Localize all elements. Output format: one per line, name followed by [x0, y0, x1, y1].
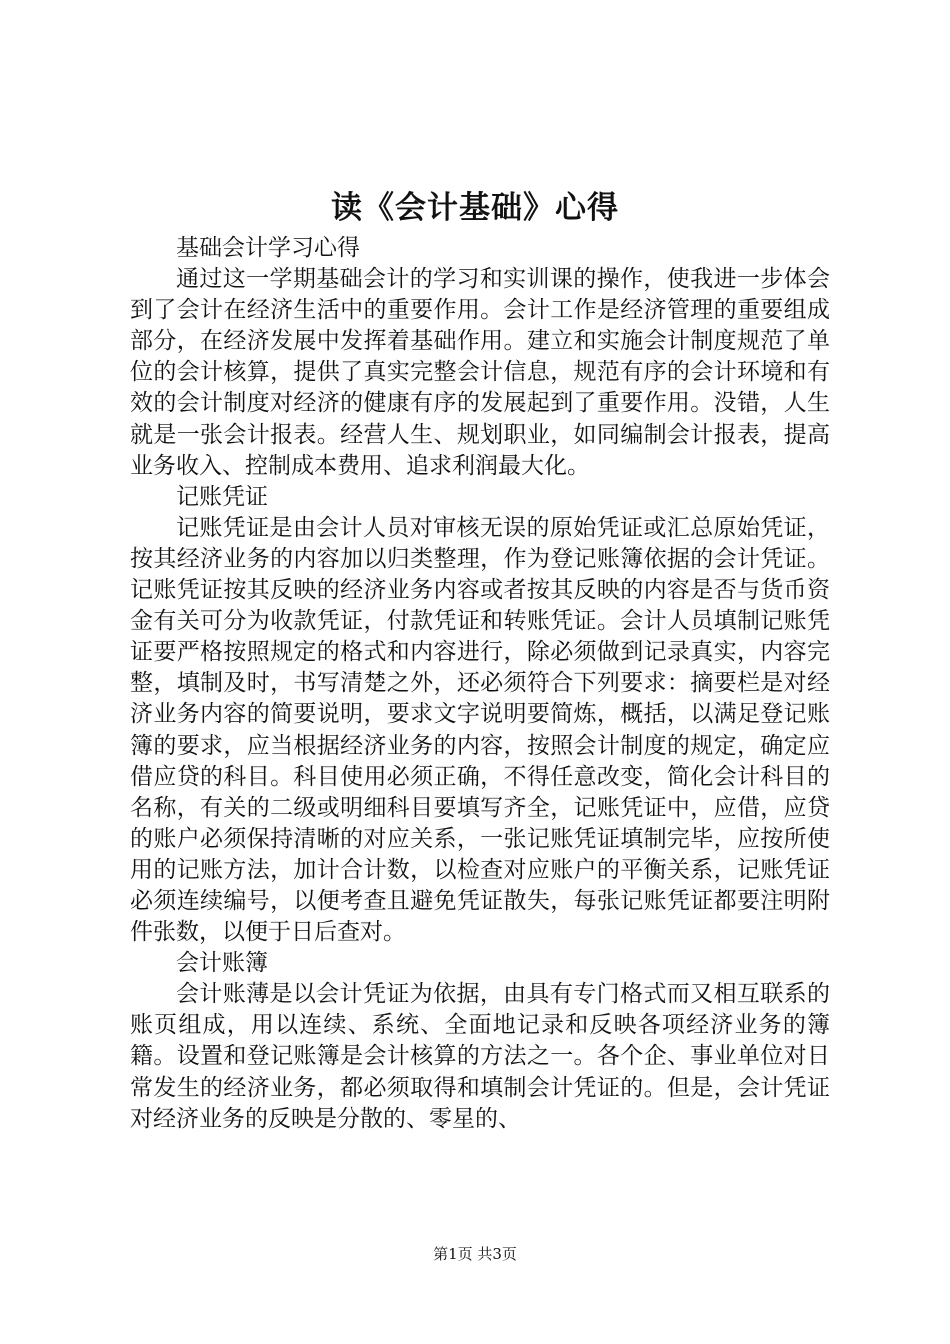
section-heading-voucher: 记账凭证: [176, 483, 268, 510]
document-title: 读《会计基础》心得: [331, 190, 619, 226]
page-footer: [0, 1244, 950, 1264]
section-paragraph-basic-accounting: 通过这一学期基础会计的学习和实训课的操作，使我进一步体会到了会计在经济生活中的重要作用。会计工作是经济管理的重要组成部分，在经济发展中发挥着基础作用。建立和实施会计制度规范了单位的会计核算，提供了真实完整会计信息，规范有序的会计环境和有效的会计制度对经济的健康有序的发展起到了重要作用。没错，人生就是一张会计报表。经营人生、规划职业，如同编制会计报表，提高业务收入、控制成本费用、追求利润最大化。: [130, 266, 830, 479]
section-paragraph-voucher: 记账凭证是由会计人员对审核无误的原始凭证或汇总原始凭证，按其经济业务的内容加以归类整理，作为登记账簿依据的会计凭证。记账凭证按其反映的经济业务内容或者按其反映的内容是否与货币资金有关可分为收款凭证，付款凭证和转账凭证。会计人员填制记账凭证要严格按照规定的格式和内容进行，除必须做到记录真实，内容完整，填制及时，书写清楚之外，还必须符合下列要求：摘要栏是对经济业务内容的简要说明，要求文字说明要简炼，概括，以满足登记账簿的要求，应当根据经济业务的内容，按照会计制度的规定，确定应借应贷的科目。科目使用必须正确，不得任意改变，简化会计科目的名称，有关的二级或明细科目要填写齐全，记账凭证中，应借，应贷的账户必须保持清晰的对应关系，一张记账凭证填制完毕，应按所使用的记账方法，加计合计数，以检查对应账户的平衡关系，记账凭证必须连续编号，以便考查且避免凭证散失，每张记账凭证都要注明附件张数，以便于日后查对。: [130, 514, 830, 946]
document-body: [130, 233, 830, 1135]
section-paragraph-ledger: 会计账薄是以会计凭证为依据，由具有专门格式而又相互联系的账页组成，用以连续、系统、全面地记录和反映各项经济业务的簿籍。设置和登记账簿是会计核算的方法之一。各个企、事业单位对日常发生的经济业务，都必须取得和填制会计凭证的。但是，会计凭证对经济业务的反映是分散的、零星的、: [130, 981, 830, 1132]
section-heading-ledger: 会计账簿: [176, 950, 268, 977]
page-number: 第1页 共3页: [433, 1245, 517, 1263]
section-heading-basic-accounting: 基础会计学习心得: [176, 235, 360, 261]
